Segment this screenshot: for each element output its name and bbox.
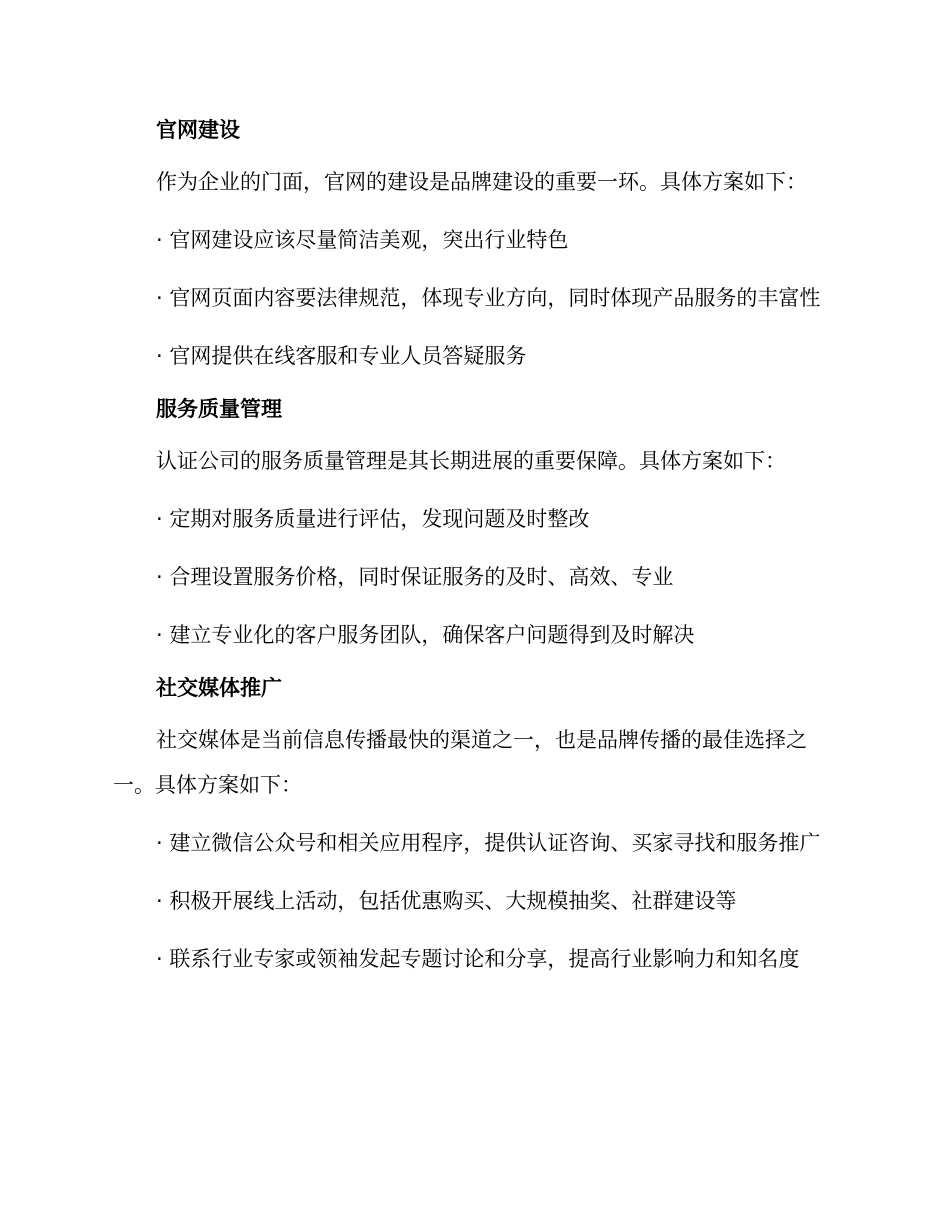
paragraph: 认证公司的服务质量管理是其长期进展的重要保障。具体方案如下： xyxy=(156,449,786,473)
section-social-media xyxy=(113,671,833,982)
bullet-item: · 定期对服务质量进行评估，发现问题及时整改 xyxy=(156,507,590,531)
document-page xyxy=(113,113,833,982)
section-heading: 服务质量管理 xyxy=(156,397,282,421)
bullet-item: · 官网建设应该尽量简洁美观，突出行业特色 xyxy=(156,228,569,252)
bullet-item: · 联系行业专家或领袖发起专题讨论和分享，提高行业影响力和知名度 xyxy=(156,947,800,971)
section-heading: 社交媒体推广 xyxy=(156,676,282,700)
paragraph: 社交媒体是当前信息传播最快的渠道之一，也是品牌传播的最佳选择之一。具体方案如下： xyxy=(113,728,807,797)
section-heading: 官网建设 xyxy=(156,118,240,142)
bullet-item: · 建立微信公众号和相关应用程序，提供认证咨询、买家寻找和服务推广 xyxy=(156,831,821,855)
bullet-item: · 官网页面内容要法律规范，体现专业方向，同时体现产品服务的丰富性 xyxy=(156,286,821,310)
section-website xyxy=(113,113,833,379)
bullet-item: · 建立专业化的客户服务团队，确保客户问题得到及时解决 xyxy=(156,623,695,647)
section-service-quality xyxy=(113,392,833,658)
bullet-item: · 官网提供在线客服和专业人员答疑服务 xyxy=(156,344,527,368)
bullet-item: · 积极开展线上活动，包括优惠购买、大规模抽奖、社群建设等 xyxy=(156,889,737,913)
bullet-item: · 合理设置服务价格，同时保证服务的及时、高效、专业 xyxy=(156,565,674,589)
paragraph: 作为企业的门面，官网的建设是品牌建设的重要一环。具体方案如下： xyxy=(156,170,807,194)
